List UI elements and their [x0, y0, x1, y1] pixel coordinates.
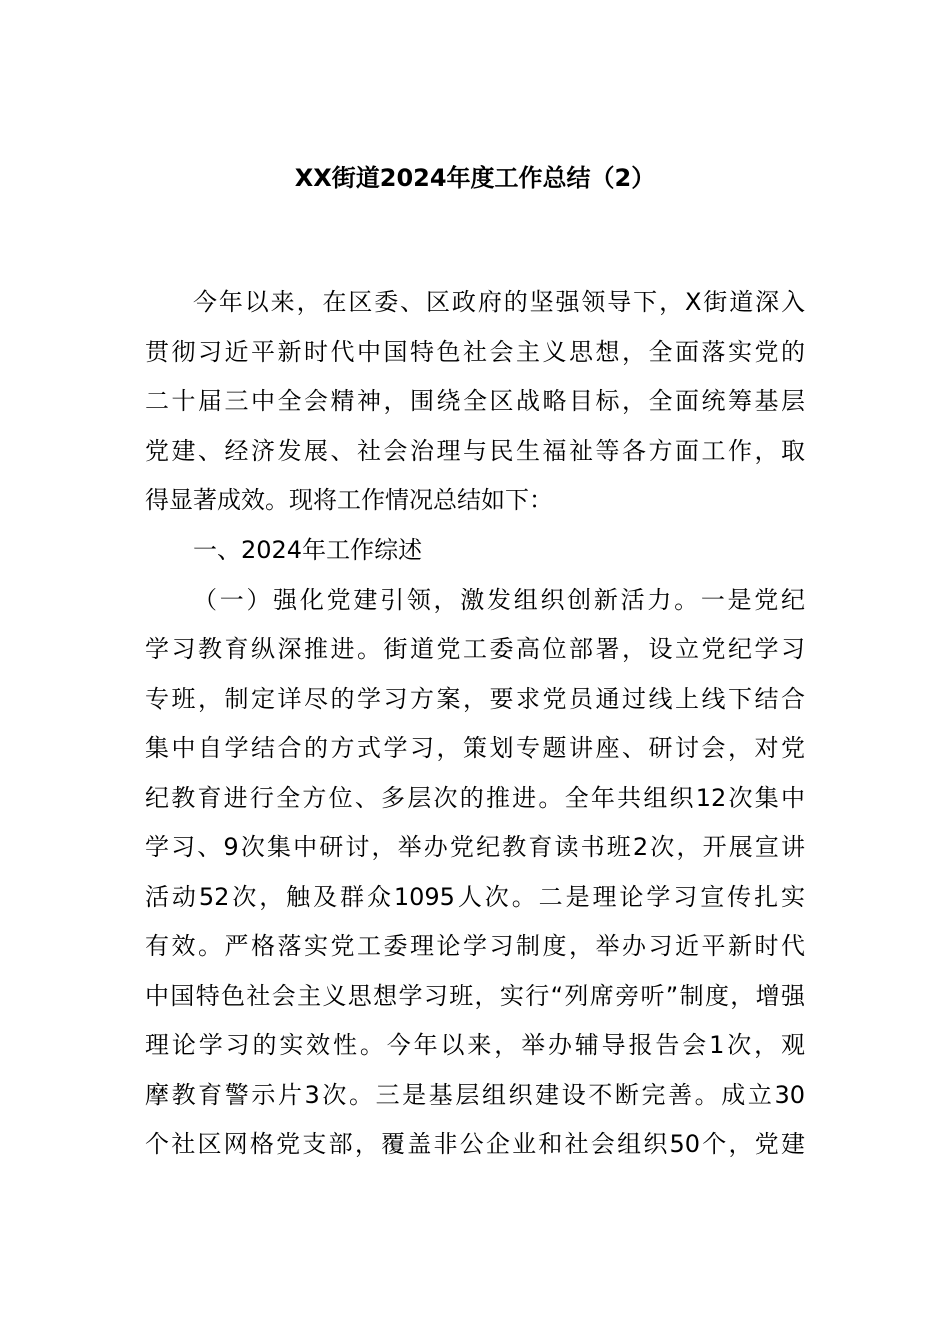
paragraph-line: 党建、经济发展、社会治理与民生福祉等各方面工作，取 [145, 437, 805, 465]
paragraph-line: 理论学习的实效性。今年以来，举办辅导报告会1次，观 [145, 1031, 805, 1059]
document-title: XX街道2024年度工作总结（2） [294, 164, 656, 192]
section-heading: 一、2024年工作综述 [193, 536, 423, 564]
paragraph-line: 集中自学结合的方式学习，策划专题讲座、研讨会，对党 [145, 734, 805, 762]
paragraph-line: 贯彻习近平新时代中国特色社会主义思想，全面落实党的 [145, 338, 805, 366]
paragraph-line: 中国特色社会主义思想学习班，实行“列席旁听”制度，增强 [145, 982, 805, 1010]
paragraph-line: 专班，制定详尽的学习方案，要求党员通过线上线下结合 [145, 685, 805, 713]
paragraph-line: 得显著成效。现将工作情况总结如下： [145, 486, 553, 514]
paragraph-line: 有效。严格落实党工委理论学习制度，举办习近平新时代 [145, 932, 805, 960]
paragraph-line: 个社区网格党支部，覆盖非公企业和社会组织50个，党建 [145, 1130, 805, 1158]
paragraph-line: 活动52次，触及群众1095人次。二是理论学习宣传扎实 [145, 883, 805, 911]
paragraph-line: 纪教育进行全方位、多层次的推进。全年共组织12次集中 [145, 784, 805, 812]
paragraph-line: 学习教育纵深推进。街道党工委高位部署，设立党纪学习 [145, 635, 805, 663]
paragraph-line: 摩教育警示片3次。三是基层组织建设不断完善。成立30 [145, 1081, 805, 1109]
paragraph-line: 今年以来，在区委、区政府的坚强领导下，X街道深入 [193, 288, 805, 316]
paragraph-line: （一）强化党建引领，激发组织创新活力。一是党纪 [193, 586, 805, 614]
paragraph-line: 二十届三中全会精神，围绕全区战略目标，全面统筹基层 [145, 387, 805, 415]
paragraph-line: 学习、9次集中研讨，举办党纪教育读书班2次，开展宣讲 [145, 833, 805, 861]
